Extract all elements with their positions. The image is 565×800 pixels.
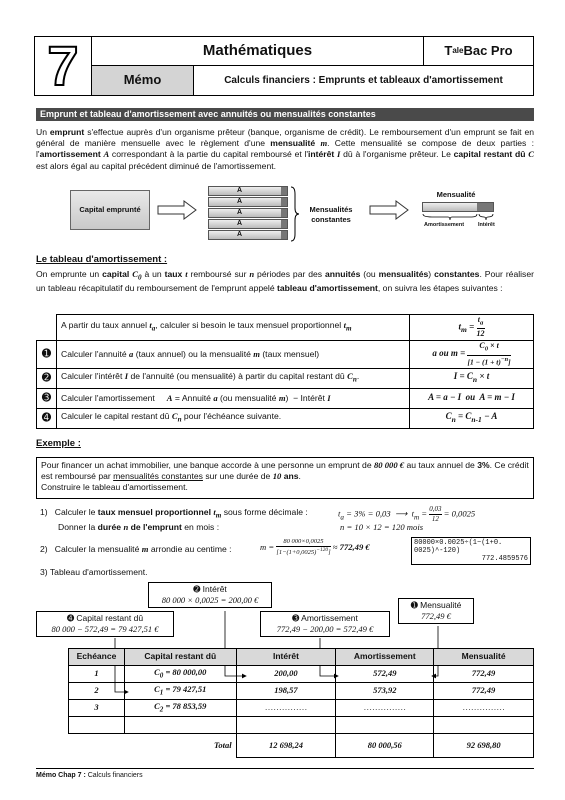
cell: 2 (69, 683, 125, 700)
stack-row: A (208, 208, 288, 218)
cell: 572,49 (336, 666, 434, 683)
step-formula: A = a − I ou A = m − I (410, 388, 534, 408)
step-number: ➋ (37, 368, 57, 388)
step-number: ➍ (37, 408, 57, 428)
table-row (69, 717, 534, 734)
level-label: T ale Bac Pro (424, 36, 534, 66)
step-number: ➌ (37, 388, 57, 408)
intro-paragraph: Un emprunt s'effectue auprès d'un organisme prêteur (banque, organisme de crédit). Le remboursement d'un emprunt se fait en général de manière mensuelle avec le règlement d'une mensualité m. Cette mensualité se compose de deux parties : l'amortissement A correspondant à la partie du capital remboursé et l'intérêt I dû à l'organisme prêteur. Le capital restant dû C est alors égal au capital précédent diminué de l'amortissement. (36, 127, 535, 171)
step-number: ➊ (37, 340, 57, 368)
table-row (69, 683, 534, 700)
mensualite-label: Mensualité (436, 190, 476, 199)
cell: 772,49 (434, 666, 534, 683)
example-heading: Exemple : (36, 438, 81, 449)
cell (336, 717, 434, 734)
cell: $C_1 = 79$ 427,51 (124, 683, 236, 700)
total-label: Total (124, 734, 236, 758)
stack-row: A (208, 230, 288, 240)
stack-row: A (208, 219, 288, 229)
step1-calc: $t_a = 3\% = 0,03$ ⟶ $t_m$ = $\frac{0,03}{12}$ = 0,0025 (338, 505, 476, 524)
table-row (69, 666, 534, 683)
callout-interet: ➋ Intérêt 80 000 × 0,0025 = 200,00 € (148, 582, 272, 608)
step1b-label: Donner la durée n de l'emprunt en mois : (58, 522, 220, 532)
step-text: A partir du taux annuel $t_a$, calculer si besoin le taux mensuel proportionnel $t_m$ (57, 315, 410, 341)
total-amortissement: 80 000,56 (336, 734, 434, 758)
step-text: Calculer l'intérêt I de l'annuité (ou mensualité) à partir du capital restant dû $C_n$. (57, 368, 410, 388)
example-statement: Pour financer un achat immobilier, une banque accorde à une personne un emprunt de 80 000 € au taux annuel de 3%. Ce crédit est remboursé par mensualités constantes sur une durée de 10 ans. Construire le tableau d'amortissement. (36, 457, 534, 499)
col-header: Capital restant dû (124, 649, 236, 666)
step-formula: $C_n = C_{n-1} - A$ (410, 408, 534, 428)
calculator-screen: 80000×0.0025÷(1−(1+0. 0025)^-120) 772.4859576 (411, 537, 531, 565)
callout-capital: ➍ Capital restant dû 80 000 − 572,49 = 79 427,51 € (36, 611, 174, 637)
interet-small-label: Intérêt (478, 222, 495, 228)
mensualites-label: Mensualités constantes (309, 205, 353, 224)
cell: 1 (69, 666, 125, 683)
cell (69, 734, 125, 758)
step-text: Calculer l'amortissement A = Annuité a (ou mensualité m) − Intérêt I (57, 388, 410, 408)
subject-title: Mathématiques (92, 36, 424, 66)
step-formula: $I = C_n \times t$ (410, 368, 534, 388)
chapter-subtitle: Calculs financiers : Emprunts et tableaux d'amortissement (194, 66, 534, 96)
cell: 198,57 (236, 683, 336, 700)
amortization-table (68, 648, 534, 758)
total-interet: 12 698,24 (236, 734, 336, 758)
section2-paragraph: On emprunte un capital $C_0$ à un taux t remboursé sur n périodes par des annuités (ou mensualités) constantes. Pour réaliser un tableau récapitulatif du remboursement de l'emprunt appelé tableau d'amortissement, on suivra les étapes suivantes : (36, 269, 534, 294)
callout-amortissement: ➌ Amortissement 772,49 − 200,00 = 572,49 € (260, 611, 390, 637)
cell (124, 717, 236, 734)
table-total-row (69, 734, 534, 758)
step1b-calc: n = 10 × 12 = 120 mois (340, 522, 424, 532)
memo-label: Mémo (92, 66, 194, 96)
step-text: Calculer le capital restant dû $C_n$ pour l'échéance suivante. (57, 408, 410, 428)
callout-mensualite: ➊ Mensualité 772,49 € (398, 598, 474, 624)
section2-heading: Le tableau d'amortissement : (36, 254, 168, 265)
stack-row: A (208, 197, 288, 207)
col-header: Echéance (69, 649, 125, 666)
col-header: Mensualité (434, 649, 534, 666)
cell: …………… (236, 700, 336, 717)
table-row (69, 700, 534, 717)
step-text: Calculer l'annuité a (taux annuel) ou la mensualité m (taux mensuel) (57, 340, 410, 368)
step1-label: 1) Calculer le taux mensuel proportionnel $t_m$ sous forme décimale : (40, 507, 308, 520)
cell: 772,49 (434, 683, 534, 700)
step2-label: 2) Calculer la mensualité m arrondie au centime : (40, 544, 232, 554)
page-footer: Mémo Chap 7 : Calculs financiers (36, 768, 534, 780)
cell (69, 717, 125, 734)
col-header: Amortissement (336, 649, 434, 666)
cell: 573,92 (336, 683, 434, 700)
col-header: Intérêt (236, 649, 336, 666)
cell (236, 717, 336, 734)
cell: $C_0 = 80$ 000,00 (124, 666, 236, 683)
capital-box: Capital emprunté (70, 190, 150, 230)
step-formula: a ou m = $\frac{C_0 \times t}{[1 - (1 + t)^{-n}]}$ (410, 340, 534, 368)
cell: $C_2 = 78$ 853,59 (124, 700, 236, 717)
cell: …………… (434, 700, 534, 717)
total-mensualite: 92 698,80 (434, 734, 534, 758)
chapter-number: 7 (34, 36, 92, 96)
step2-calc: m = $\frac{80 000\times 0,0025}{[1-(1+0,0025)^{-120}]}$ ≈ 772,49 € (260, 538, 370, 557)
step3-label: 3) Tableau d'amortissement. (40, 567, 148, 577)
amortissement-small-label: Amortissement (424, 222, 465, 228)
cell: 200,00 (236, 666, 336, 683)
cell: 3 (69, 700, 125, 717)
stack-row: A (208, 186, 288, 196)
step-formula: $t_m$ = $\frac{t_a}{12}$ (410, 315, 534, 341)
section-title-bar: Emprunt et tableau d'amortissement avec annuités ou mensualités constantes (36, 108, 534, 121)
cell: …………… (336, 700, 434, 717)
cell (434, 717, 534, 734)
